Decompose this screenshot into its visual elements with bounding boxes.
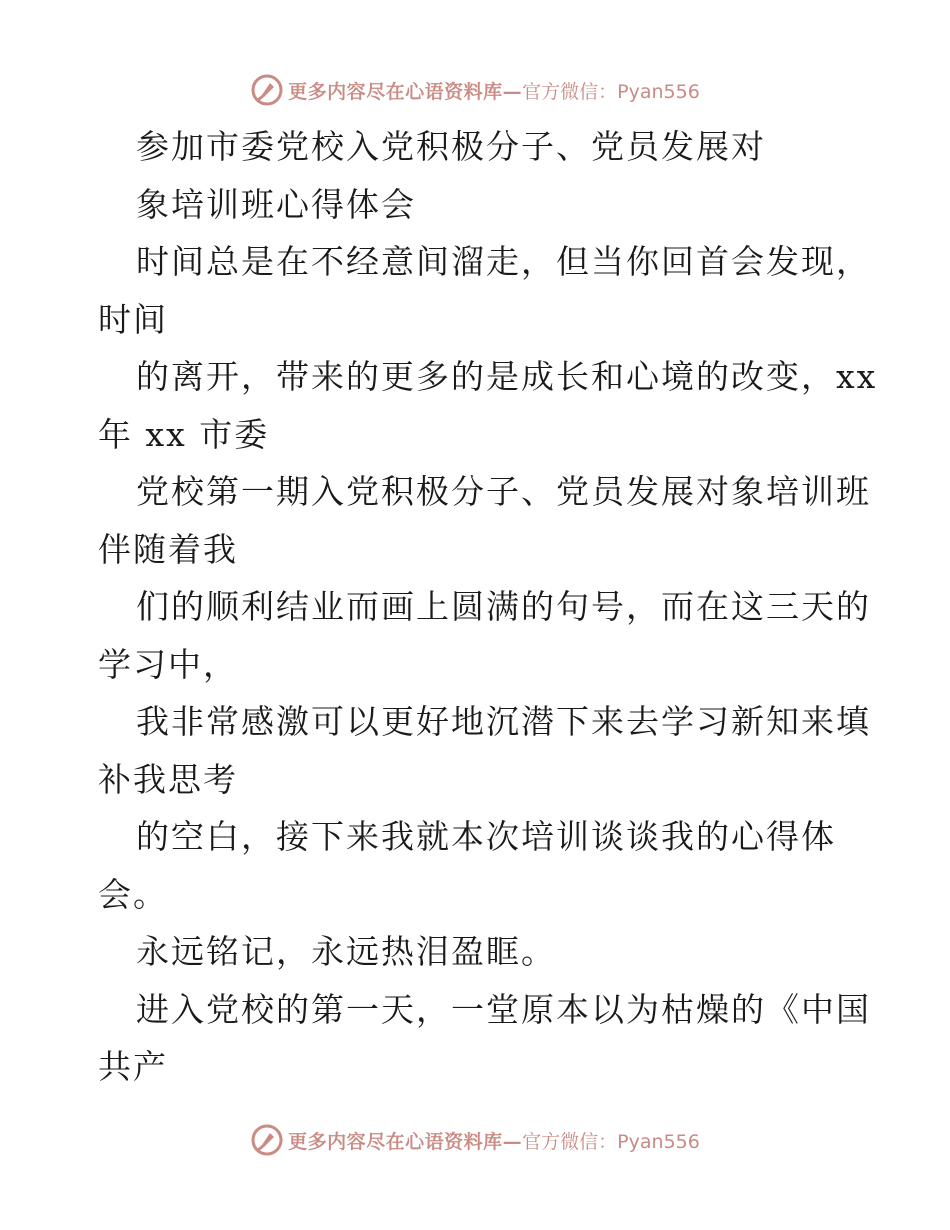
paragraph-line: 我非常感激可以更好地沉潜下来去学习新知来填: [136, 702, 871, 741]
paragraph-line: 伴随着我: [98, 529, 238, 569]
watermark-text: 更多内容尽在心语资料库—: [288, 1130, 523, 1153]
paragraph-line: 们的顺利结业而画上圆满的句号，而在这三天的: [136, 587, 871, 626]
watermark-wechat: 官方微信：Pyan556: [522, 80, 700, 103]
paragraph-line: 共产: [98, 1047, 168, 1086]
paragraph-line: 年 xx 市委: [98, 414, 270, 454]
paragraph-line: 会。: [98, 874, 168, 914]
document-title-line: 参加市委党校入党积极分子、党员发展对: [136, 127, 766, 166]
paragraph-line: 的离开，带来的更多的是成长和心境的改变，xx: [136, 357, 878, 396]
paragraph-line: 进入党校的第一天，一堂原本以为枯燥的《中国: [136, 989, 871, 1029]
document-body: [98, 118, 878, 1096]
paragraph-line: 时间总是在不经意间溜走，但当你回首会发现，: [136, 242, 871, 281]
paragraph-line: 党校第一期入党积极分子、党员发展对象培训班: [136, 472, 871, 511]
footer-watermark: [0, 1120, 950, 1160]
paragraph-line: 永远铭记，永远热泪盈眶。: [136, 932, 556, 971]
watermark-wechat: 官方微信：Pyan556: [522, 1130, 700, 1153]
paragraph-line: 补我思考: [98, 759, 238, 799]
pen-nib-logo-icon: [250, 1123, 284, 1157]
pen-nib-logo-icon: [250, 73, 284, 107]
paragraph-line: 的空白，接下来我就本次培训谈谈我的心得体: [136, 817, 836, 856]
watermark-text: 更多内容尽在心语资料库—: [288, 80, 523, 103]
header-watermark: [0, 70, 950, 110]
paragraph-line: 学习中，: [98, 644, 238, 684]
document-title-line: 象培训班心得体会: [136, 184, 416, 224]
paragraph-line: 时间: [98, 299, 168, 339]
